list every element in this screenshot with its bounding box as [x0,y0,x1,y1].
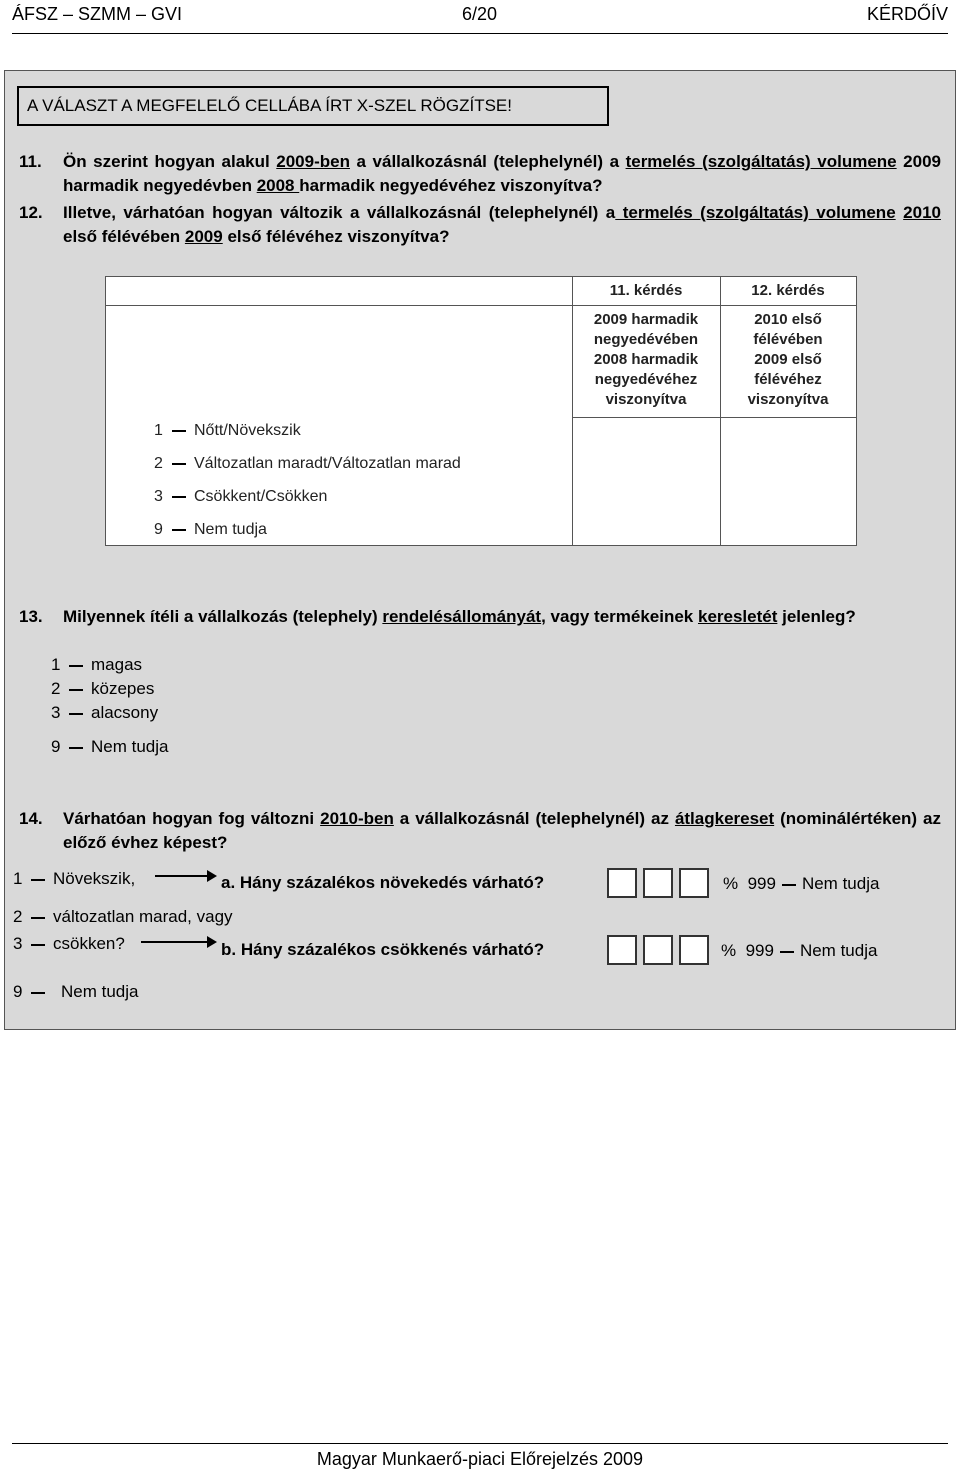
table-head-q11: 11. kérdés [609,282,683,299]
header-divider [12,33,948,34]
q14-b-label: b. Hány százalékos csökkenés várható? [221,940,545,959]
page-header [12,2,948,32]
percent-digit-box[interactable] [643,935,673,965]
q14-option: 3 csökken? [13,934,125,953]
q13-option: 2 közepes [51,679,155,698]
arrow-right-icon [141,941,215,943]
instruction-box: A VÁLASZT A MEGFELELŐ CELLÁBA ÍRT X-SZEL RÖGZÍTSE! [17,86,609,126]
question-13-text: Milyennek ítéli a vállalkozás (telephely) rendelésállományát, vagy termékeinek keresletét jelenleg? [63,607,856,626]
table-subhead-q12: 2010 első félévében 2009 első félévéhez viszonyítva [747,311,829,408]
question-14-number: 14. [19,809,43,828]
header-left: ÁFSZ – SZMM – GVI [12,4,183,24]
arrow-right-icon [155,875,215,877]
table-row: 1 Nőtt/Növekszik [154,422,301,439]
answer-cell-q12[interactable] [720,418,856,545]
table-subhead-q11: 2009 harmadik negyedévében 2008 harmadik negyedévéhez viszonyítva [593,311,699,408]
q14-b-dontknow: % 999 Nem tudja [721,941,878,960]
table-row: 3 Csökkent/Csökken [154,488,328,505]
page-footer: Magyar Munkaerő-piaci Előrejelzés 2009 [316,1449,644,1469]
q14-a-dontknow: % 999 Nem tudja [723,874,880,893]
answer-cell-q11[interactable] [572,418,720,545]
answer-table [105,276,857,546]
percent-digit-box[interactable] [607,868,637,898]
question-11-text: Ön szerint hogyan alakul 2009-ben a vállalkozásnál (telephelynél) a termelés (szolgáltatás) volumene 2009 harmadik negyedévben 2008 harmadik negyedévéhez viszonyítva? [63,152,941,195]
percent-digit-box[interactable] [643,868,673,898]
question-12-number: 12. [19,203,43,222]
q14-option: 2 változatlan marad, vagy [13,907,233,926]
question-14-text: Várhatóan hogyan fog változni 2010-ben a vállalkozásnál (telephelynél) az átlagkereset (nominálértéken) az előző évhez képest? [63,809,942,852]
page-number: 6/20 [462,4,498,24]
q13-option: 3 alacsony [51,703,159,722]
header-right: KÉRDŐÍV [866,4,948,24]
question-panel [4,70,956,1030]
question-11-number: 11. [19,152,42,171]
table-row: 2 Változatlan maradt/Változatlan marad [154,455,461,472]
percent-digit-box[interactable] [679,935,709,965]
q14-option: 9 Nem tudja [13,982,139,1001]
question-13-number: 13. [19,607,43,626]
q14-option: 1 Növekszik, [13,869,136,888]
q14-a-label: a. Hány százalékos növekedés várható? [221,873,545,892]
table-row: 9 Nem tudja [154,521,267,538]
table-head-q12: 12. kérdés [751,282,825,299]
question-12-text: Illetve, várhatóan hogyan változik a vállalkozásnál (telephelynél) a termelés (szolgáltatás) volumene 2010 első félévében 2009 első félévéhez viszonyítva? [63,203,941,246]
q13-option: 1 magas [51,655,143,674]
percent-digit-box[interactable] [679,868,709,898]
percent-digit-box[interactable] [607,935,637,965]
footer-divider [12,1443,948,1444]
q13-option: 9 Nem tudja [51,737,169,756]
